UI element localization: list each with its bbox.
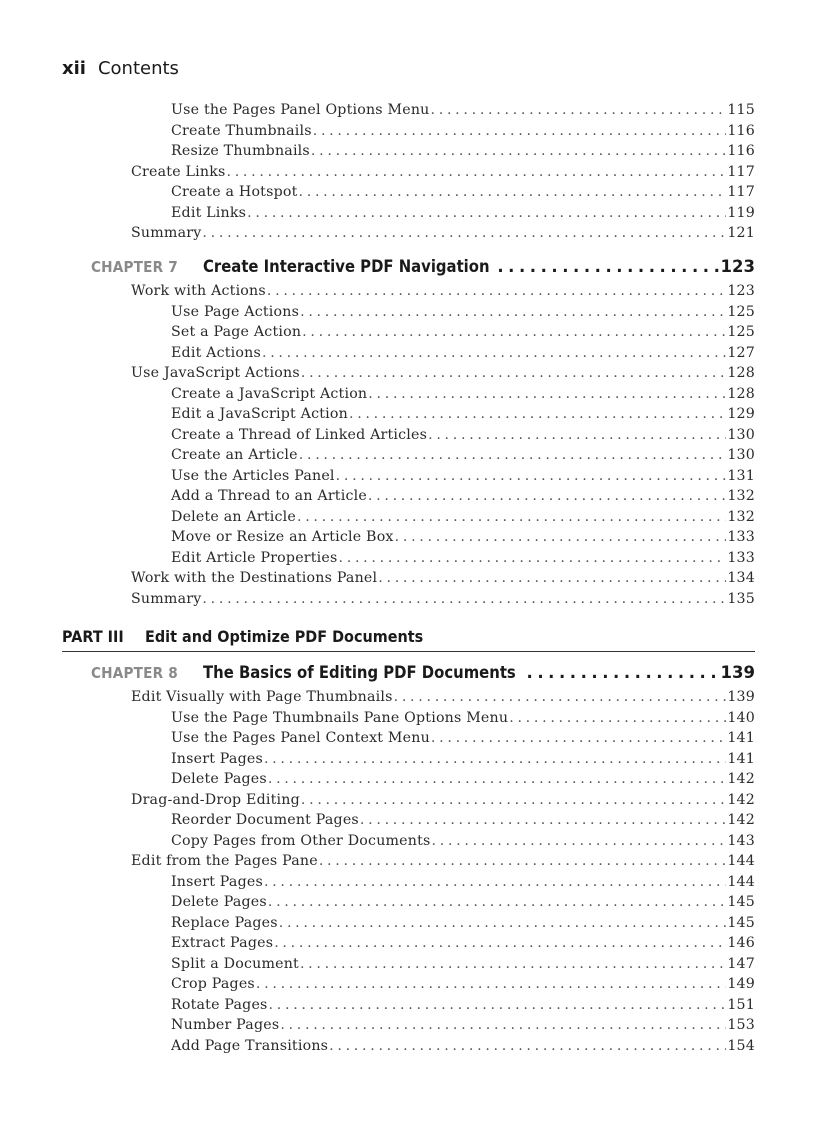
toc-entry-page: 139 bbox=[727, 689, 755, 705]
toc-entry bbox=[171, 324, 755, 344]
toc-entry bbox=[171, 812, 755, 832]
running-header bbox=[62, 58, 179, 79]
toc-entry-title: Edit a JavaScript Action bbox=[171, 406, 348, 422]
toc-entry-title: Add a Thread to an Article bbox=[171, 488, 367, 504]
dot-leader bbox=[368, 386, 726, 402]
toc-entry bbox=[171, 427, 755, 447]
toc-entry bbox=[171, 1017, 755, 1037]
toc-entry-page: 147 bbox=[727, 955, 755, 972]
toc-entry bbox=[131, 283, 755, 303]
dot-leader bbox=[262, 345, 726, 361]
chapter-7-heading bbox=[91, 257, 755, 281]
dot-leader bbox=[202, 591, 726, 607]
toc-entry bbox=[171, 751, 755, 771]
toc-entry-title: Edit Links bbox=[171, 204, 247, 221]
header-title: Contents bbox=[97, 58, 179, 79]
dot-leader bbox=[329, 1038, 726, 1054]
toc-entry-page: 141 bbox=[727, 730, 755, 746]
toc-entry bbox=[131, 365, 755, 385]
toc-entry bbox=[171, 771, 755, 791]
toc-entry bbox=[131, 689, 755, 709]
toc-entry-page: 133 bbox=[727, 549, 755, 566]
toc-entry bbox=[171, 509, 755, 529]
dot-leader bbox=[247, 205, 726, 221]
dot-leader bbox=[264, 751, 726, 767]
toc-entry-title: Add Page Transitions bbox=[171, 1037, 329, 1054]
toc-entry-title: Replace Pages bbox=[171, 914, 278, 931]
toc-entry bbox=[171, 730, 755, 750]
toc-entry-title: Delete an Article bbox=[171, 508, 296, 525]
toc-entry-title: Rotate Pages bbox=[171, 996, 268, 1013]
toc-entry-title: Create an Article bbox=[171, 447, 298, 463]
dot-leader bbox=[301, 792, 726, 808]
toc-entry bbox=[171, 386, 755, 406]
dot-leader bbox=[274, 935, 726, 951]
toc-entry-title: Edit Visually with Page Thumbnails bbox=[131, 689, 393, 705]
dot-leader bbox=[268, 771, 726, 787]
toc-entry bbox=[171, 184, 755, 204]
toc-entry bbox=[171, 123, 755, 143]
toc-entry bbox=[171, 1038, 755, 1058]
part-3-heading bbox=[62, 627, 755, 652]
toc-entry bbox=[131, 853, 755, 873]
toc-entry bbox=[171, 406, 755, 426]
toc-entry-title: Move or Resize an Article Box bbox=[171, 529, 394, 545]
toc-entry-page: 134 bbox=[727, 570, 755, 586]
toc-entry bbox=[171, 550, 755, 570]
toc-entry-title: Create Thumbnails bbox=[171, 122, 312, 139]
chapter-8-heading bbox=[91, 663, 755, 687]
toc-entry-title: Delete Pages bbox=[171, 771, 267, 787]
dot-leader bbox=[226, 164, 726, 180]
toc-entry-page: 131 bbox=[727, 467, 755, 484]
toc-entry-page: 135 bbox=[727, 590, 755, 607]
dot-leader bbox=[264, 874, 726, 890]
toc-entry-title: Work with Actions bbox=[131, 283, 266, 299]
toc-entry-title: Create a Thread of Linked Articles bbox=[171, 426, 428, 443]
toc-entry-page: 154 bbox=[727, 1037, 755, 1054]
toc-entry bbox=[131, 225, 755, 245]
dot-leader bbox=[299, 447, 727, 463]
toc-entry-page: 142 bbox=[727, 812, 755, 828]
toc-entry-page: 128 bbox=[727, 385, 755, 402]
dot-leader bbox=[339, 550, 727, 566]
toc-entry-page: 143 bbox=[727, 832, 755, 849]
toc-entry-page: 127 bbox=[727, 344, 755, 361]
toc-entry-title: Use the Pages Panel Options Menu bbox=[171, 102, 430, 118]
toc-entry bbox=[171, 102, 755, 122]
toc-entry bbox=[171, 894, 755, 914]
dot-leader bbox=[349, 406, 726, 422]
toc-entry-page: 140 bbox=[727, 709, 755, 726]
toc-entry bbox=[171, 833, 755, 853]
dot-leader bbox=[378, 570, 726, 586]
toc-entry-title: Edit from the Pages Pane bbox=[131, 853, 318, 869]
toc-entry-title: Create Links bbox=[131, 163, 226, 180]
toc-entry-page: 145 bbox=[727, 894, 755, 910]
chapter-title: Create Interactive PDF Navigation bbox=[203, 257, 490, 276]
toc-entry-page: 144 bbox=[727, 873, 755, 890]
dot-leader bbox=[336, 468, 727, 484]
toc-entry bbox=[171, 874, 755, 894]
dot-leader bbox=[311, 143, 726, 159]
toc-entry-title: Number Pages bbox=[171, 1017, 280, 1033]
toc-entry-title: Use the Articles Panel bbox=[171, 467, 335, 484]
toc-entry bbox=[171, 304, 755, 324]
toc-entry-title: Resize Thumbnails bbox=[171, 143, 310, 159]
part-label: PART III bbox=[62, 627, 124, 646]
toc-entry-title: Use the Page Thumbnails Pane Options Menu bbox=[171, 709, 509, 726]
dot-leader bbox=[301, 365, 726, 381]
chapter-title: The Basics of Editing PDF Documents bbox=[203, 663, 516, 682]
toc-entry bbox=[171, 976, 755, 996]
toc-entry-page: 130 bbox=[727, 426, 755, 443]
toc-entry bbox=[171, 997, 755, 1017]
dot-leader bbox=[268, 894, 726, 910]
dot-leader bbox=[394, 689, 727, 705]
chapter-label: CHAPTER 8 bbox=[91, 664, 178, 682]
toc-entry-page: 117 bbox=[727, 163, 755, 180]
toc-entry-title: Use the Pages Panel Context Menu bbox=[171, 730, 430, 746]
toc-entry-page: 151 bbox=[727, 996, 755, 1013]
toc-entry-page: 141 bbox=[727, 750, 755, 767]
part-title: Edit and Optimize PDF Documents bbox=[144, 627, 423, 646]
toc-entry bbox=[171, 935, 755, 955]
toc-entry-title: Use JavaScript Actions bbox=[131, 365, 300, 381]
dot-leader bbox=[313, 123, 727, 139]
toc-entry-title: Work with the Destinations Panel bbox=[131, 570, 378, 586]
dot-leader bbox=[297, 509, 726, 525]
toc-entry-title: Extract Pages bbox=[171, 935, 274, 951]
toc-entry-title: Crop Pages bbox=[171, 976, 255, 992]
dot-leader bbox=[431, 102, 727, 118]
toc-entry-title: Edit Article Properties bbox=[171, 549, 338, 566]
dot-leader bbox=[428, 427, 726, 443]
toc-entry bbox=[171, 915, 755, 935]
toc-entry bbox=[171, 710, 755, 730]
toc-entry-page: 128 bbox=[727, 365, 755, 381]
toc-entry-title: Create a JavaScript Action bbox=[171, 385, 368, 402]
toc-entry-page: 132 bbox=[727, 488, 755, 504]
dot-leader bbox=[360, 812, 726, 828]
dot-leader bbox=[302, 324, 726, 340]
toc-entry-title: Summary bbox=[131, 225, 202, 241]
toc-entry-title: Reorder Document Pages bbox=[171, 812, 359, 828]
toc-entry-title: Summary bbox=[131, 590, 202, 607]
toc-entry-page: 123 bbox=[727, 283, 755, 299]
toc-entry-page: 145 bbox=[727, 914, 755, 931]
toc-entry bbox=[171, 205, 755, 225]
toc-entry bbox=[171, 143, 755, 163]
toc-entry-page: 125 bbox=[727, 303, 755, 320]
toc-entry bbox=[131, 570, 755, 590]
dot-leader bbox=[395, 529, 727, 545]
dot-leader bbox=[256, 976, 726, 992]
toc-entry-page: 117 bbox=[727, 184, 755, 200]
toc-entry-title: Set a Page Action bbox=[171, 324, 302, 340]
toc-entry-title: Create a Hotspot bbox=[171, 184, 298, 200]
toc-entry-page: 149 bbox=[727, 976, 755, 992]
toc-entry-page: 142 bbox=[727, 791, 755, 808]
dot-leader bbox=[432, 833, 727, 849]
dot-leader bbox=[267, 283, 726, 299]
toc-entry-page: 116 bbox=[727, 143, 755, 159]
toc-entry-page: 125 bbox=[727, 324, 755, 340]
toc-entry bbox=[171, 488, 755, 508]
toc-entry-page: 132 bbox=[727, 508, 755, 525]
toc-entry-page: 129 bbox=[727, 406, 755, 422]
toc-entry-page: 119 bbox=[727, 204, 755, 221]
dot-leader bbox=[280, 1017, 726, 1033]
dot-leader bbox=[202, 225, 726, 241]
toc-entry-page: 144 bbox=[727, 853, 755, 869]
chapter-page: 123 bbox=[720, 257, 755, 276]
toc-entry bbox=[171, 956, 755, 976]
chapter-page: 139 bbox=[720, 663, 755, 682]
toc-entry-page: 121 bbox=[727, 225, 755, 241]
toc-entry bbox=[171, 529, 755, 549]
dot-leader bbox=[527, 663, 721, 682]
dot-leader bbox=[300, 956, 726, 972]
toc-entry-page: 153 bbox=[727, 1017, 755, 1033]
toc-entry-page: 130 bbox=[727, 447, 755, 463]
toc-entry-title: Insert Pages bbox=[171, 750, 263, 767]
toc-entry-page: 116 bbox=[727, 122, 755, 139]
toc-entry-page: 142 bbox=[727, 771, 755, 787]
toc-entry-title: Edit Actions bbox=[171, 344, 261, 361]
dot-leader bbox=[368, 488, 726, 504]
toc-entry-title: Split a Document bbox=[171, 955, 299, 972]
dot-leader bbox=[497, 257, 720, 276]
toc-entry bbox=[171, 345, 755, 365]
toc-entry bbox=[131, 164, 755, 184]
header-page-number: xii bbox=[62, 58, 86, 79]
toc-entry-title: Copy Pages from Other Documents bbox=[171, 832, 431, 849]
toc-entry bbox=[131, 591, 755, 611]
toc-entry-title: Delete Pages bbox=[171, 894, 267, 910]
toc-entry-page: 115 bbox=[727, 102, 755, 118]
toc-entry bbox=[171, 468, 755, 488]
dot-leader bbox=[319, 853, 727, 869]
dot-leader bbox=[431, 730, 726, 746]
dot-leader bbox=[300, 304, 726, 320]
toc-entry-page: 133 bbox=[727, 529, 755, 545]
dot-leader bbox=[269, 997, 727, 1013]
dot-leader bbox=[299, 184, 727, 200]
toc-entry-title: Use Page Actions bbox=[171, 303, 300, 320]
toc-entry-title: Drag-and-Drop Editing bbox=[131, 791, 300, 808]
dot-leader bbox=[509, 710, 726, 726]
toc-entry bbox=[131, 792, 755, 812]
toc-entry-page: 146 bbox=[727, 935, 755, 951]
toc-entry-title: Insert Pages bbox=[171, 873, 263, 890]
dot-leader bbox=[279, 915, 727, 931]
toc-entry bbox=[171, 447, 755, 467]
chapter-label: CHAPTER 7 bbox=[91, 258, 178, 276]
